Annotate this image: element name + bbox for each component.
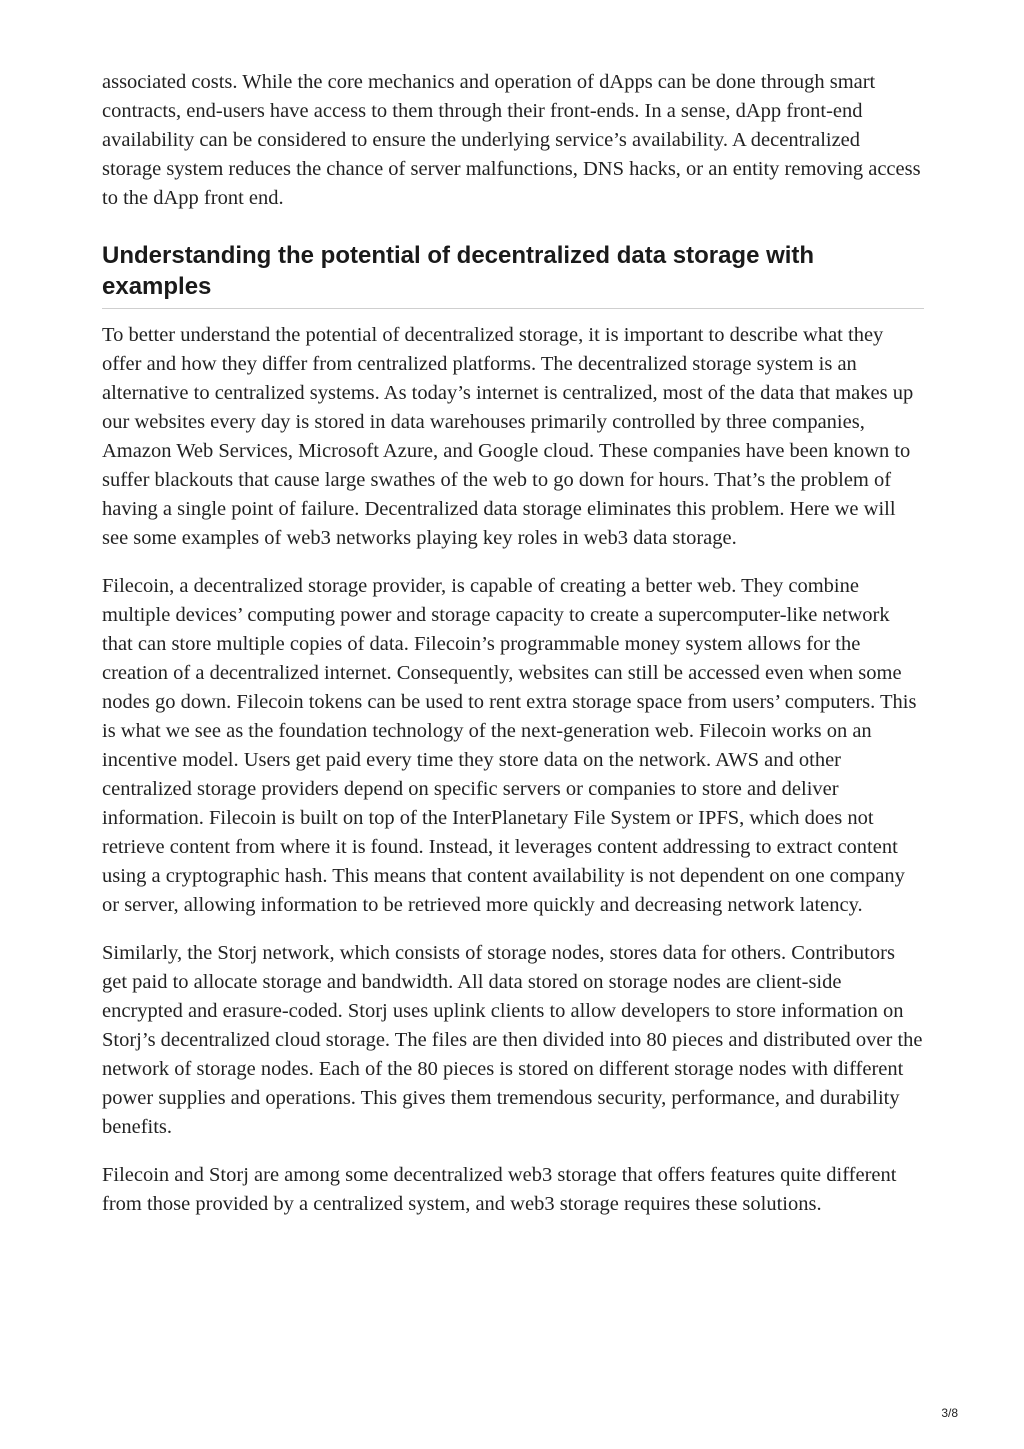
paragraph-decentralized-storage-overview: To better understand the potential of decentralized storage, it is important to describe what they offer and how they differ from centralized platforms. The decentralized storage system is an alternative to centralized systems. As today’s internet is centralized, most of the data that makes up our websites every day is stored in data warehouses primarily controlled by three companies, Amazon Web Services, Microsoft Azure, and Google cloud. These companies have been known to suffer blackouts that cause large swathes of the web to go down for hours. That’s the problem of having a single point of failure. Decentralized data storage eliminates this problem. Here we will see some examples of web3 networks playing key roles in web3 data storage. <box>102 324 914 549</box>
section-heading: Understanding the potential of decentralized data storage with examples <box>102 240 924 309</box>
paragraph-conclusion: Filecoin and Storj are among some decentralized web3 storage that offers features quite different from those provided by a centralized system, and web3 storage requires these solutions. <box>102 1164 897 1215</box>
paragraph-filecoin: Filecoin, a decentralized storage provider, is capable of creating a better web. They combine multiple devices’ computing power and storage capacity to create a supercomputer-like network that can store multiple copies of data. Filecoin’s programmable money system allows for the creation of a decentralized internet. Consequently, websites can still be accessed even when some nodes go down. Filecoin tokens can be used to rent extra storage space from users’ computers. This is what we see as the foundation technology of the next-generation web. Filecoin works on an incentive model. Users get paid every time they store data on the network. AWS and other centralized storage providers depend on specific servers or companies to store and deliver information. Filecoin is built on top of the InterPlanetary File System or IPFS, which does not retrieve content from where it is found. Instead, it leverages content addressing to extract content using a cryptographic hash. This means that content availability is not dependent on one company or server, allowing information to be retrieved more quickly and decreasing network latency. <box>102 575 917 916</box>
paragraph-storj: Similarly, the Storj network, which consists of storage nodes, stores data for others. Contributors get paid to allocate storage and bandwidth. All data stored on storage nodes are client-side encrypted and erasure-coded. Storj uses uplink clients to allow developers to store information on Storj’s decentralized cloud storage. The files are then divided into 80 pieces and distributed over the network of storage nodes. Each of the 80 pieces is stored on different storage nodes with different power supplies and operations. This gives them tremendous security, performance, and durability benefits. <box>102 942 923 1138</box>
intro-paragraph: associated costs. While the core mechanics and operation of dApps can be done through smart contracts, end-users have access to them through their front-ends. In a sense, dApp front-end availability can be considered to ensure the underlying service’s availability. A decentralized storage system reduces the chance of server malfunctions, DNS hacks, or an entity removing access to the dApp front end. <box>102 71 921 209</box>
document-page <box>102 68 924 1238</box>
page-number: 3/8 <box>941 1406 958 1420</box>
